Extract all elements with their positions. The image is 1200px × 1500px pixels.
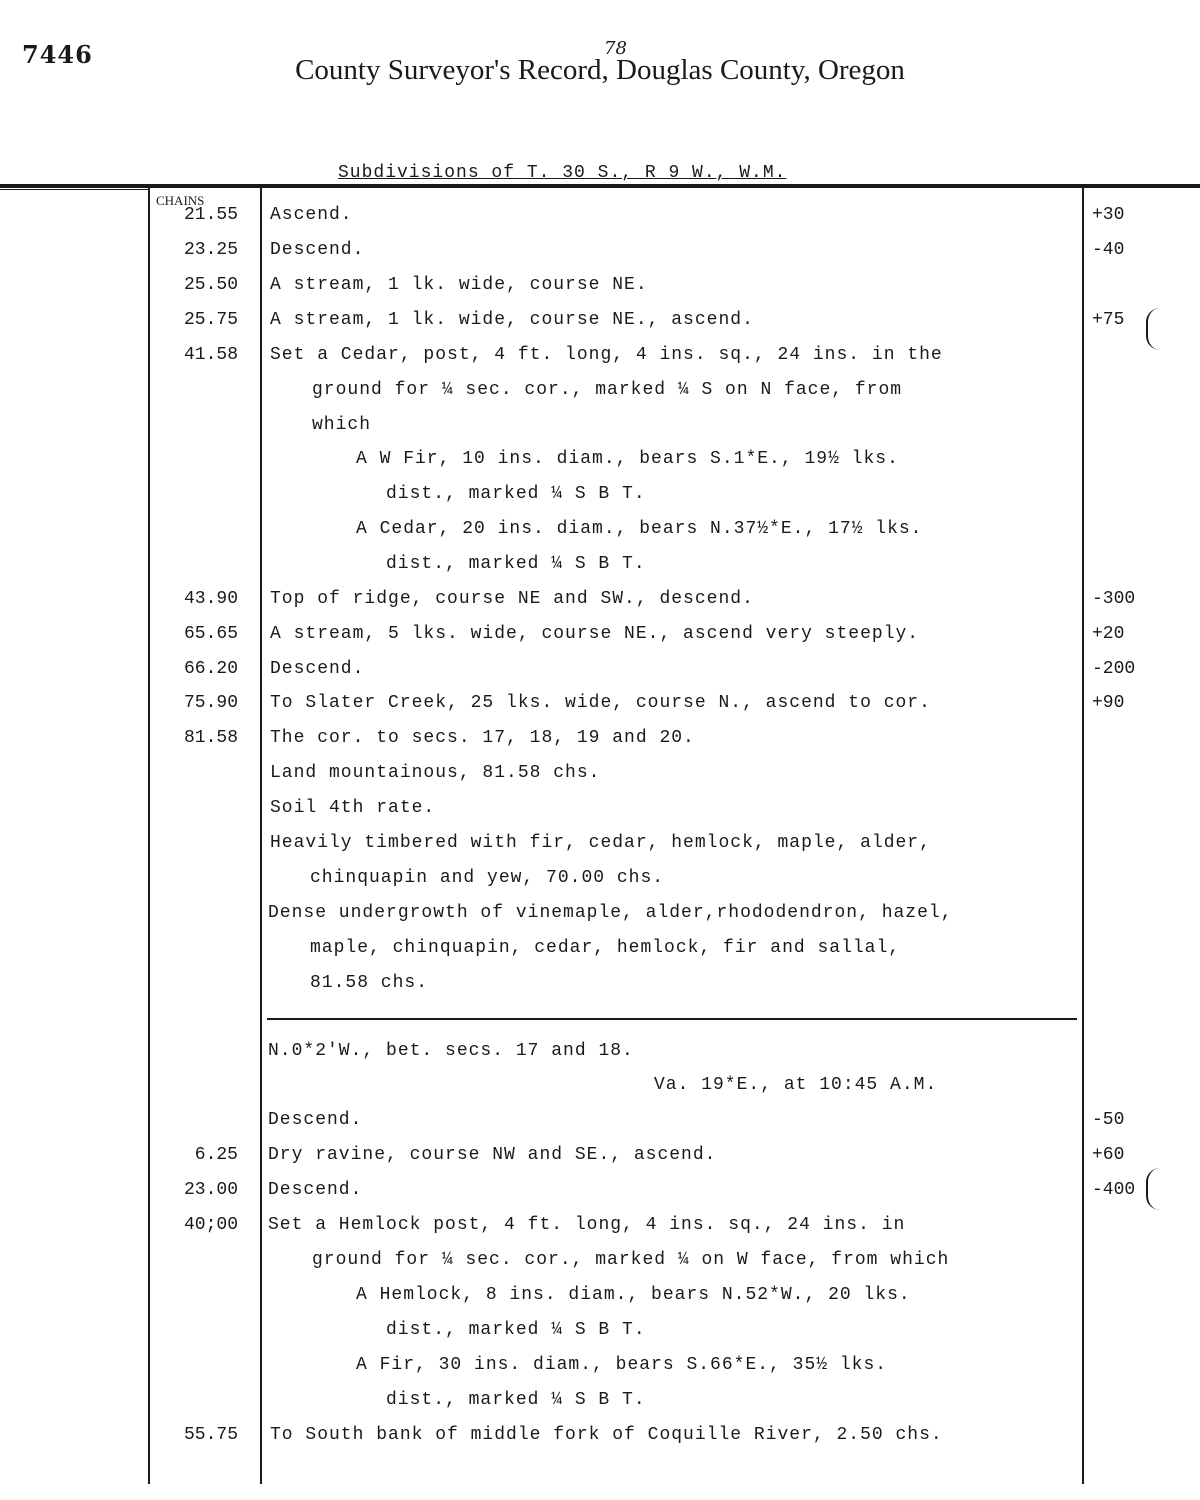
section-divider [267,1018,1077,1020]
elevation-change: +60 [1092,1145,1125,1165]
survey-note: A stream, 1 lk. wide, course NE., ascend. [270,310,754,330]
elevation-change: +90 [1092,693,1125,713]
chains-column-header: CHAINS [156,193,205,208]
chain-distance: 41.58 [183,345,238,365]
survey-row [0,861,1200,895]
handwritten-page-note: 78 [604,38,627,59]
chain-distance: 21.55 [183,205,238,225]
survey-row [0,1348,1200,1382]
survey-row [0,338,1200,372]
survey-note: ground for ¼ sec. cor., marked ¼ on W face, from which [312,1250,950,1270]
survey-note: A stream, 1 lk. wide, course NE. [270,275,648,295]
survey-row [0,198,1200,232]
survey-note: Land mountainous, 81.58 chs. [270,763,601,783]
chain-distance: 25.50 [183,275,238,295]
survey-note: To Slater Creek, 25 lks. wide, course N., ascend to cor. [270,693,931,713]
survey-note: Dry ravine, course NW and SE., ascend. [268,1145,717,1165]
survey-row [0,1138,1200,1172]
survey-row [0,791,1200,825]
survey-row [0,896,1200,930]
survey-row [0,233,1200,267]
chain-distance: 81.58 [183,728,238,748]
survey-row [0,617,1200,651]
chain-distance: 25.75 [183,310,238,330]
survey-note: dist., marked ¼ S B T. [386,554,646,574]
survey-note: dist., marked ¼ S B T. [386,484,646,504]
survey-row [0,1418,1200,1452]
elevation-change: +75 [1092,310,1125,330]
survey-row [0,1068,1200,1102]
chain-distance: 6.25 [194,1145,238,1165]
chain-distance: 40;00 [183,1215,238,1235]
chain-distance: 55.75 [183,1425,238,1445]
subdivision-heading: Subdivisions of T. 30 S., R 9 W., W.M. [338,163,787,183]
survey-note: Heavily timbered with fir, cedar, hemlock, maple, alder, [270,833,931,853]
survey-note: Set a Cedar, post, 4 ft. long, 4 ins. sq., 24 ins. in the [270,345,943,365]
survey-note: N.0*2'W., bet. secs. 17 and 18. [268,1041,634,1061]
survey-row [0,582,1200,616]
elevation-change: -400 [1092,1180,1136,1200]
survey-note: chinquapin and yew, 70.00 chs. [310,868,665,888]
survey-note: Va. 19*E., at 10:45 A.M. [654,1075,938,1095]
chain-distance: 66.20 [183,659,238,679]
survey-note: Descend. [270,659,365,679]
survey-note: ground for ¼ sec. cor., marked ¼ S on N face, from [312,380,903,400]
survey-note: Top of ridge, course NE and SW., descend. [270,589,754,609]
chain-distance: 23.25 [183,240,238,260]
survey-note: A Cedar, 20 ins. diam., bears N.37½*E., 17½ lks. [356,519,923,539]
survey-row [0,373,1200,407]
header-rule [0,184,1200,188]
survey-row [0,268,1200,302]
survey-row [0,1383,1200,1417]
header-rule-secondary [0,189,150,190]
survey-note: Descend. [268,1110,363,1130]
survey-note: Ascend. [270,205,353,225]
survey-row [0,756,1200,790]
survey-row [0,686,1200,720]
survey-note: A Fir, 30 ins. diam., bears S.66*E., 35½ lks. [356,1355,888,1375]
survey-row [0,966,1200,1000]
record-title: County Surveyor's Record, Douglas County, Oregon [295,54,905,86]
survey-note: dist., marked ¼ S B T. [386,1390,646,1410]
survey-note: Descend. [270,240,365,260]
survey-note: Soil 4th rate. [270,798,436,818]
survey-row [0,1313,1200,1347]
survey-row [0,1278,1200,1312]
elevation-change: -300 [1092,589,1136,609]
survey-note: A W Fir, 10 ins. diam., bears S.1*E., 19½ lks. [356,449,899,469]
elevation-change: +30 [1092,205,1125,225]
survey-note: Dense undergrowth of vinemaple, alder,rhododendron, hazel, [268,903,953,923]
survey-row [0,547,1200,581]
survey-note: A stream, 5 lks. wide, course NE., ascend very steeply. [270,624,920,644]
chain-distance: 23.00 [183,1180,238,1200]
survey-row [0,303,1200,337]
chain-distance: 43.90 [183,589,238,609]
survey-row [0,1173,1200,1207]
survey-row [0,721,1200,755]
elevation-change: -50 [1092,1110,1125,1130]
survey-note: maple, chinquapin, cedar, hemlock, fir and sallal, [310,938,901,958]
survey-row [0,512,1200,546]
survey-note: To South bank of middle fork of Coquille River, 2.50 chs. [270,1425,943,1445]
elevation-change: -200 [1092,659,1136,679]
survey-note: The cor. to secs. 17, 18, 19 and 20. [270,728,695,748]
survey-row [0,1243,1200,1277]
elevation-change: +20 [1092,624,1125,644]
survey-note: 81.58 chs. [310,973,429,993]
survey-row [0,1208,1200,1242]
survey-note: which [312,415,372,435]
survey-note: Set a Hemlock post, 4 ft. long, 4 ins. sq., 24 ins. in [268,1215,906,1235]
survey-row [0,442,1200,476]
survey-row [0,408,1200,442]
chain-distance: 75.90 [183,693,238,713]
chain-distance: 65.65 [183,624,238,644]
page-number: 7446 [22,40,93,69]
survey-note: Descend. [268,1180,363,1200]
survey-row [0,1103,1200,1137]
survey-row [0,652,1200,686]
elevation-change: -40 [1092,240,1125,260]
survey-row [0,931,1200,965]
survey-note: dist., marked ¼ S B T. [386,1320,646,1340]
survey-row [0,477,1200,511]
survey-row [0,826,1200,860]
survey-row [0,1034,1200,1068]
survey-note: A Hemlock, 8 ins. diam., bears N.52*W., 20 lks. [356,1285,911,1305]
